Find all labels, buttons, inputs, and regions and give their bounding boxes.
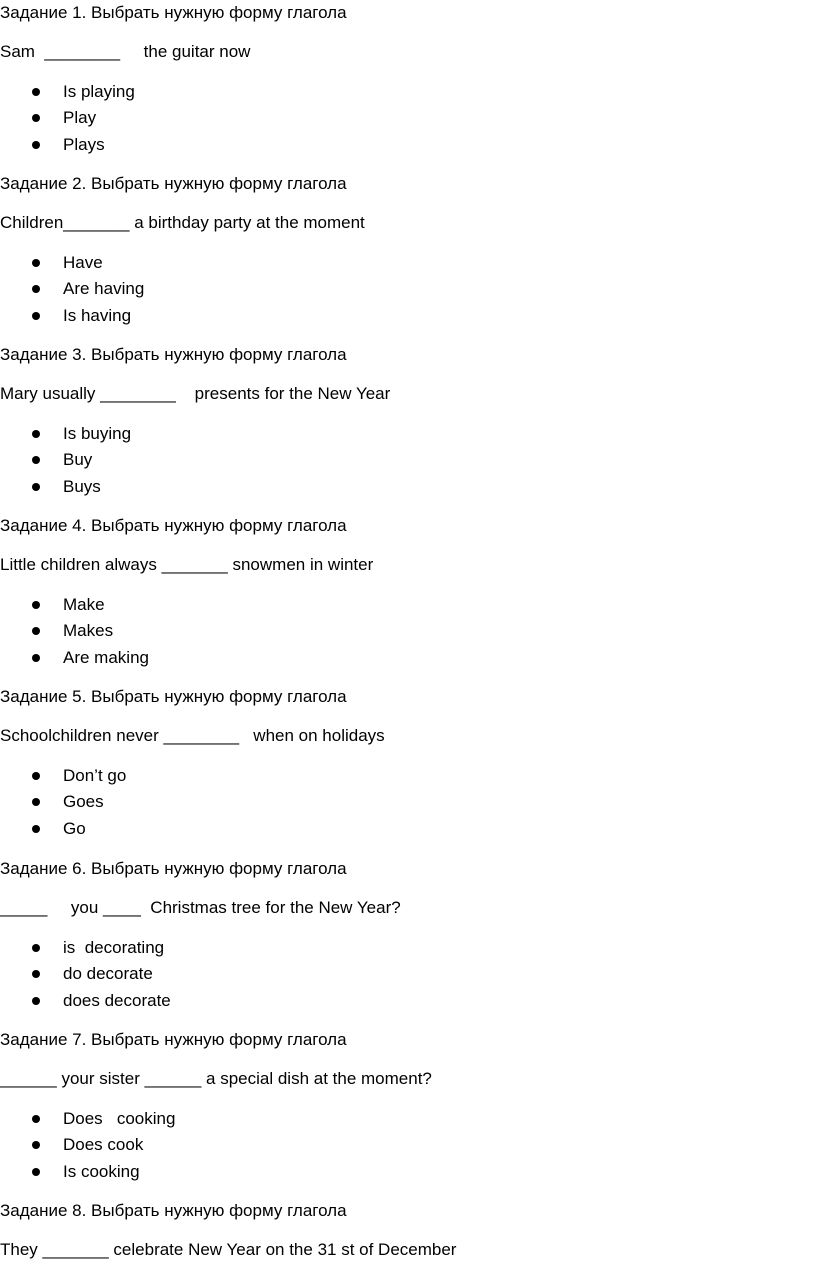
task-sentence: Mary usually ________ presents for the New Year — [0, 384, 391, 403]
bullet-icon — [32, 944, 40, 952]
answer-option-text: Is buying — [63, 424, 132, 443]
task-title: Задание 4. Выбрать нужную форму глагола — [0, 516, 347, 535]
answer-option-text: Make — [63, 595, 105, 614]
bullet-icon — [32, 483, 40, 491]
answer-option-text: Are making — [63, 647, 149, 667]
task-title: Задание 7. Выбрать нужную форму глагола — [0, 1030, 347, 1049]
bullet-icon — [32, 1115, 40, 1123]
task-title: Задание 3. Выбрать нужную форму глагола — [0, 345, 347, 364]
task-sentence: Schoolchildren never ________ when on holidays — [0, 726, 385, 745]
task-sentence: ______ your sister ______ a special dish at the moment? — [0, 1069, 432, 1088]
task-sentence: _____ you ____ Christmas tree for the New Year? — [0, 898, 401, 917]
answer-option-text: do decorate — [63, 964, 153, 984]
bullet-icon — [32, 88, 40, 96]
answer-option-text: Are having — [63, 279, 145, 299]
bullet-icon — [32, 654, 40, 662]
answer-option-text: Don’t go — [63, 766, 127, 785]
task-sentence: Little children always _______ snowmen in winter — [0, 555, 374, 574]
answer-option-text: Buy — [63, 450, 93, 470]
task-sentence: Sam ________ the guitar now — [0, 42, 251, 61]
bullet-icon — [32, 970, 40, 978]
bullet-icon — [32, 114, 40, 122]
answer-option-text: Is having — [63, 305, 132, 325]
bullet-icon — [32, 825, 40, 833]
answer-option-text: Does cooking — [63, 1109, 176, 1128]
answer-option-text: Go — [63, 818, 86, 838]
answer-option-text: Goes — [63, 792, 104, 812]
bullet-icon — [32, 1141, 40, 1149]
task-title: Задание 2. Выбрать нужную форму глагола — [0, 174, 347, 193]
bullet-icon — [32, 430, 40, 438]
bullet-icon — [32, 1168, 40, 1176]
answer-option-text: Buys — [63, 476, 101, 496]
answer-option-text: does decorate — [63, 990, 171, 1010]
task-title: Задание 1. Выбрать нужную форму глагола — [0, 3, 347, 22]
task-title: Задание 8. Выбрать нужную форму глагола — [0, 1201, 347, 1220]
answer-option-text: Is cooking — [63, 1161, 140, 1181]
bullet-icon — [32, 259, 40, 267]
bullet-icon — [32, 141, 40, 149]
bullet-icon — [32, 627, 40, 635]
bullet-icon — [32, 997, 40, 1005]
task-title: Задание 6. Выбрать нужную форму глагола — [0, 859, 347, 878]
answer-option-text: is decorating — [63, 938, 165, 957]
bullet-icon — [32, 798, 40, 806]
answer-option-text: Have — [63, 253, 103, 272]
bullet-icon — [32, 312, 40, 320]
answer-option-text: Plays — [63, 134, 105, 154]
answer-option-text: Play — [63, 108, 97, 128]
task-title: Задание 5. Выбрать нужную форму глагола — [0, 687, 347, 706]
bullet-icon — [32, 601, 40, 609]
bullet-icon — [32, 772, 40, 780]
task-sentence: They _______ celebrate New Year on the 31 st of December — [0, 1240, 457, 1259]
answer-option-text: Does cook — [63, 1135, 144, 1155]
bullet-icon — [32, 456, 40, 464]
bullet-icon — [32, 285, 40, 293]
answer-option-text: Makes — [63, 621, 114, 641]
task-sentence: Children_______ a birthday party at the moment — [0, 213, 365, 232]
answer-option-text: Is playing — [63, 82, 135, 101]
